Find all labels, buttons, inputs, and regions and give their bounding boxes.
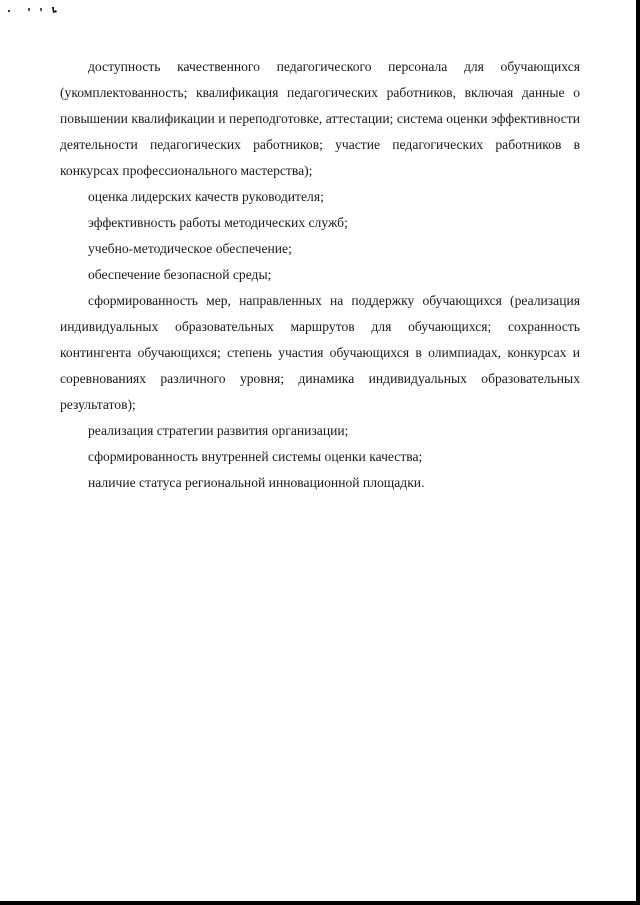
paragraph-safe-environment: обеспечение безопасной среды; [88,267,272,282]
paragraph-development-strategy: реализация стратегии развития организации; [88,423,349,438]
paragraph-educational-support: учебно-методическое обеспечение; [88,241,292,256]
scan-border-right [636,0,640,905]
scan-border-bottom [0,901,640,905]
paragraph-innovation-status: наличие статуса региональной инновационной площадки. [88,475,425,490]
paragraph-student-support: сформированность мер, направленных на поддержку обучающихся (реализация индивидуальных образовательных маршрутов для обучающихся; сохранность контингента обучающихся; степень участия обучающихся в олимпиадах, конкурсах и соревнованиях различного уровня; динамика индивидуальных образовательных результатов); [60,293,580,412]
paragraph-staff-availability: доступность качественного педагогического персонала для обучающихся (укомплектованность; квалификация педагогических работников, включая данные о повышении квалификации и переподготовке, аттестации; система оценки эффективности деятельности педагогических работников; участие педагогических работников в конкурсах профессионального мастерства); [60,59,580,178]
paragraph-quality-system: сформированность внутренней системы оценки качества; [88,449,423,464]
paragraph-leadership-assessment: оценка лидерских качеств руководителя; [88,189,324,204]
paragraph-methodical-services: эффективность работы методических служб; [88,215,348,230]
document-body [60,54,580,496]
scan-artifact-marks [6,4,66,16]
